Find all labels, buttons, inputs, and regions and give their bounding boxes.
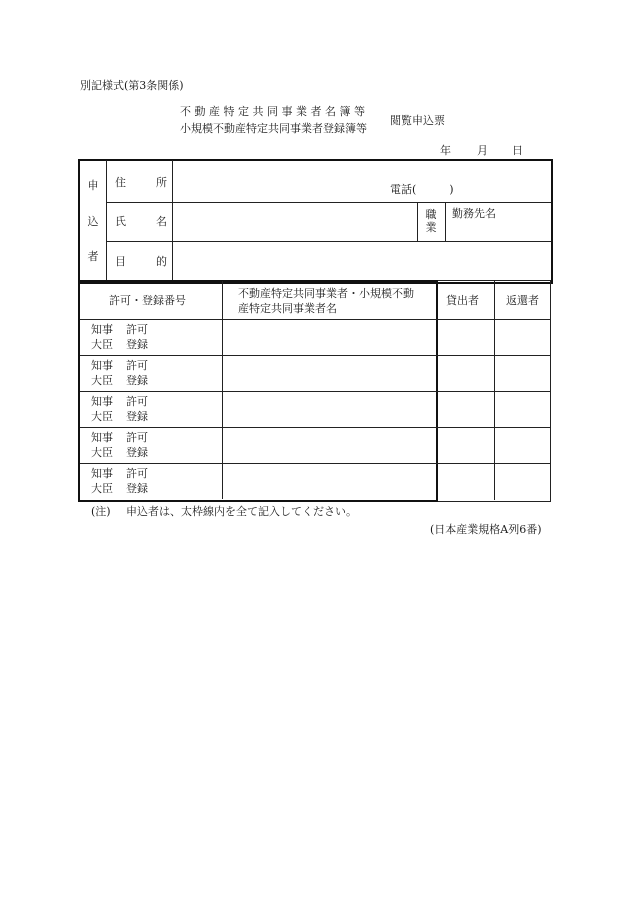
title-line-1: 不 動 産 特 定 共 同 事 業 者 名 簿 等 bbox=[180, 105, 365, 118]
col-header-returner: 返還者 bbox=[506, 294, 539, 307]
name-label-2: 名 bbox=[156, 215, 167, 228]
row-3-registration: 登録 bbox=[126, 410, 148, 423]
applicant-side-label-1: 申 bbox=[87, 179, 99, 192]
title-line-2: 小規模不動産特定共同事業者登録簿等 bbox=[180, 122, 367, 135]
date-year: 年 bbox=[440, 144, 451, 157]
row-2-registration: 登録 bbox=[126, 374, 148, 387]
col-header-name-line2: 産特定共同事業者名 bbox=[238, 302, 337, 315]
row-4-license: 許可 bbox=[126, 431, 148, 444]
address-label-2: 所 bbox=[156, 176, 167, 189]
workplace-label: 勤務先名 bbox=[452, 207, 496, 220]
occupation-label-1: 職 bbox=[425, 208, 437, 221]
row-1-registration: 登録 bbox=[126, 338, 148, 351]
purpose-label-2: 的 bbox=[156, 255, 167, 268]
paper-standard: (日本産業規格A列6番) bbox=[430, 523, 542, 536]
address-label-1: 住 bbox=[115, 176, 126, 189]
col-header-name-line1: 不動産特定共同事業者・小規模不動 bbox=[238, 287, 414, 300]
phone-label: 電話( ) bbox=[390, 183, 454, 196]
row-3-minister: 大臣 bbox=[91, 410, 113, 423]
row-2-license: 許可 bbox=[126, 359, 148, 372]
row-4-governor: 知事 bbox=[91, 431, 113, 444]
col-header-lender: 貸出者 bbox=[446, 294, 479, 307]
note-text: 申込者は、太枠線内を全て記入してください。 bbox=[126, 505, 357, 518]
name-field[interactable] bbox=[176, 204, 414, 239]
row-5-governor: 知事 bbox=[91, 467, 113, 480]
row-5-minister: 大臣 bbox=[91, 482, 113, 495]
row-4-minister: 大臣 bbox=[91, 446, 113, 459]
row-2-minister: 大臣 bbox=[91, 374, 113, 387]
purpose-label-1: 目 bbox=[115, 255, 126, 268]
address-field[interactable] bbox=[178, 161, 416, 201]
form-reference: 別記様式(第3条関係) bbox=[80, 79, 184, 92]
row-2-governor: 知事 bbox=[91, 359, 113, 372]
row-3-governor: 知事 bbox=[91, 395, 113, 408]
title-suffix: 閲覧申込票 bbox=[390, 114, 445, 127]
row-3-license: 許可 bbox=[126, 395, 148, 408]
row-4-registration: 登録 bbox=[126, 446, 148, 459]
applicant-side-label-3: 者 bbox=[87, 250, 99, 263]
applicant-side-label-2: 込 bbox=[87, 215, 99, 228]
note-label: (注) bbox=[91, 505, 111, 518]
date-day: 日 bbox=[512, 144, 523, 157]
row-1-license: 許可 bbox=[126, 323, 148, 336]
purpose-field[interactable] bbox=[176, 243, 546, 278]
row-5-registration: 登録 bbox=[126, 482, 148, 495]
name-label-1: 氏 bbox=[115, 215, 126, 228]
date-month: 月 bbox=[477, 144, 488, 157]
col-header-number: 許可・登録番号 bbox=[109, 294, 186, 307]
row-1-governor: 知事 bbox=[91, 323, 113, 336]
row-1-minister: 大臣 bbox=[91, 338, 113, 351]
row-5-license: 許可 bbox=[126, 467, 148, 480]
occupation-label-2: 業 bbox=[425, 221, 437, 234]
